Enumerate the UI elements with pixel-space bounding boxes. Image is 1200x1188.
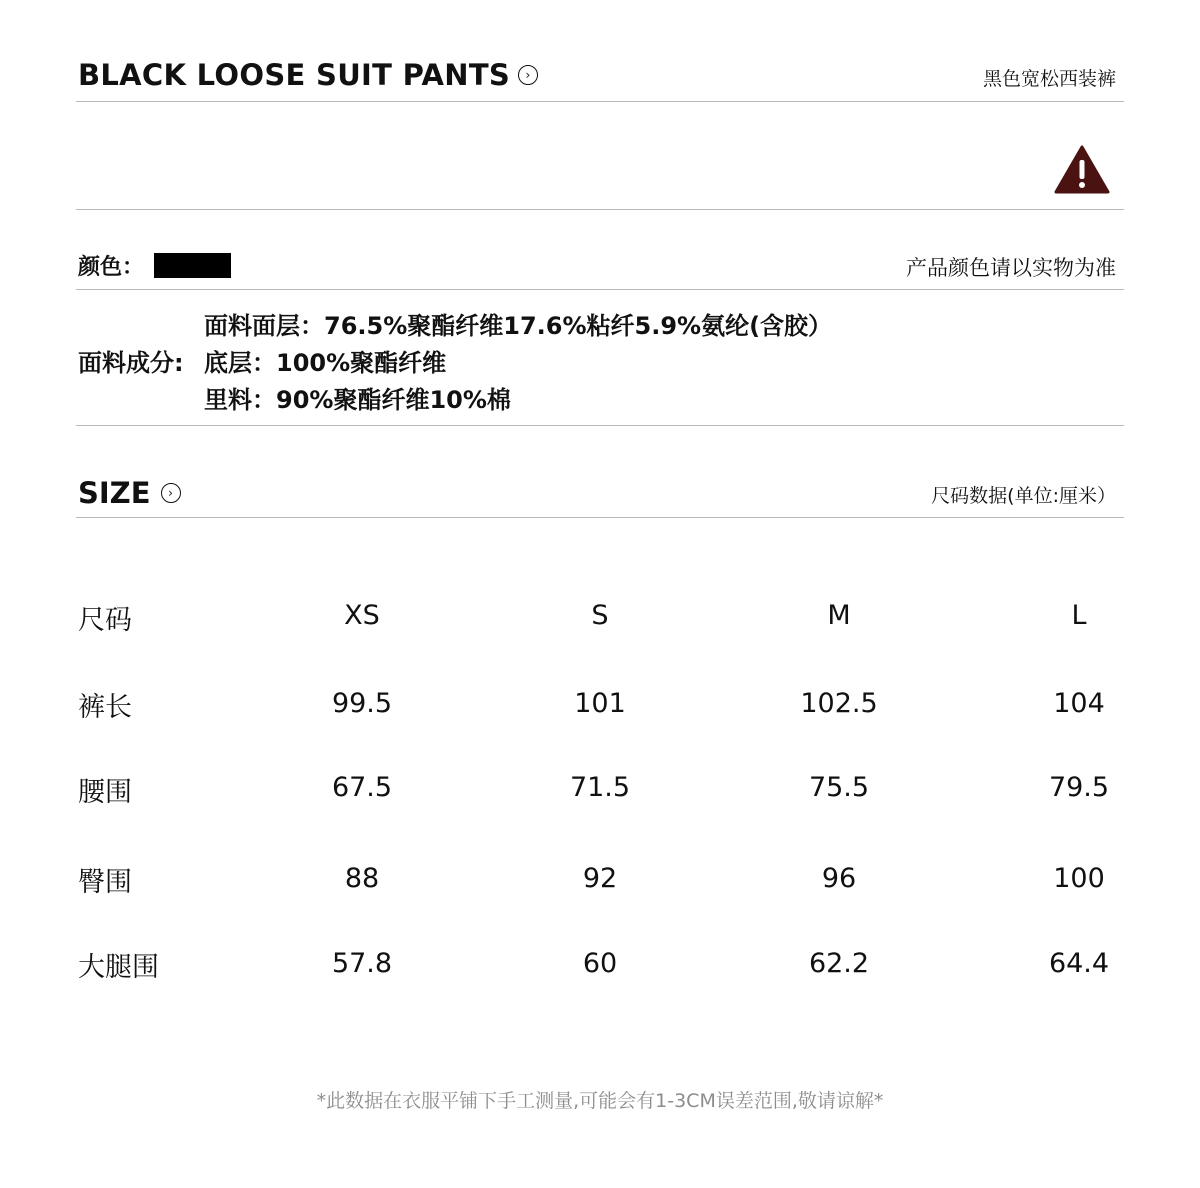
fabric-line-lining: 里料：90%聚酯纤维10%棉 <box>204 386 511 414</box>
divider <box>76 209 1124 210</box>
table-cell: 57.8 <box>331 948 393 979</box>
color-swatch <box>154 253 231 278</box>
divider <box>76 425 1124 426</box>
size-title-text: SIZE <box>78 476 151 510</box>
size-header-s: S <box>591 600 609 631</box>
table-cell: 60 <box>582 948 618 979</box>
divider <box>76 101 1124 102</box>
table-cell: 104 <box>1053 688 1105 719</box>
table-cell: 99.5 <box>331 688 393 719</box>
color-label: 颜色： <box>78 255 145 280</box>
table-cell: 79.5 <box>1048 772 1110 803</box>
size-header-label: 尺码 <box>78 605 132 636</box>
color-row <box>78 250 231 281</box>
chevron-right-circle-icon: › <box>161 483 181 503</box>
table-cell: 100 <box>1053 863 1105 894</box>
table-cell: 101 <box>574 688 626 719</box>
warning-triangle-icon <box>1054 145 1110 199</box>
table-cell: 88 <box>344 863 380 894</box>
size-section-title <box>78 476 181 510</box>
table-cell: 67.5 <box>331 772 393 803</box>
row-label-waist: 腰围 <box>78 777 132 808</box>
table-cell: 92 <box>582 863 618 894</box>
fabric-label: 面料成分: <box>78 349 184 377</box>
row-label-hip: 臀围 <box>78 867 132 898</box>
product-subtitle: 黑色宽松西装裤 <box>982 68 1116 90</box>
table-cell: 102.5 <box>800 688 878 719</box>
product-title <box>78 58 538 92</box>
table-cell: 62.2 <box>808 948 870 979</box>
table-cell: 71.5 <box>569 772 631 803</box>
fabric-line-base: 底层：100%聚酯纤维 <box>204 349 447 377</box>
size-header-l: L <box>1071 600 1087 631</box>
size-header-xs: XS <box>344 600 380 631</box>
table-cell: 96 <box>821 863 857 894</box>
divider <box>76 289 1124 290</box>
table-cell: 75.5 <box>808 772 870 803</box>
divider <box>76 517 1124 518</box>
color-note: 产品颜色请以实物为准 <box>906 256 1116 280</box>
chevron-right-circle-icon: › <box>518 65 538 85</box>
measurement-footnote: *此数据在衣服平铺下手工测量,可能会有1-3CM误差范围,敬请谅解* <box>316 1090 884 1112</box>
table-cell: 64.4 <box>1048 948 1110 979</box>
size-header-m: M <box>827 600 851 631</box>
size-unit-note: 尺码数据(单位:厘米） <box>931 485 1116 507</box>
row-label-thigh: 大腿围 <box>78 952 159 983</box>
row-label-length: 裤长 <box>78 692 132 723</box>
product-title-text: BLACK LOOSE SUIT PANTS <box>78 58 511 92</box>
fabric-line-outer: 面料面层：76.5%聚酯纤维17.6%粘纤5.9%氨纶(含胶） <box>204 312 833 340</box>
